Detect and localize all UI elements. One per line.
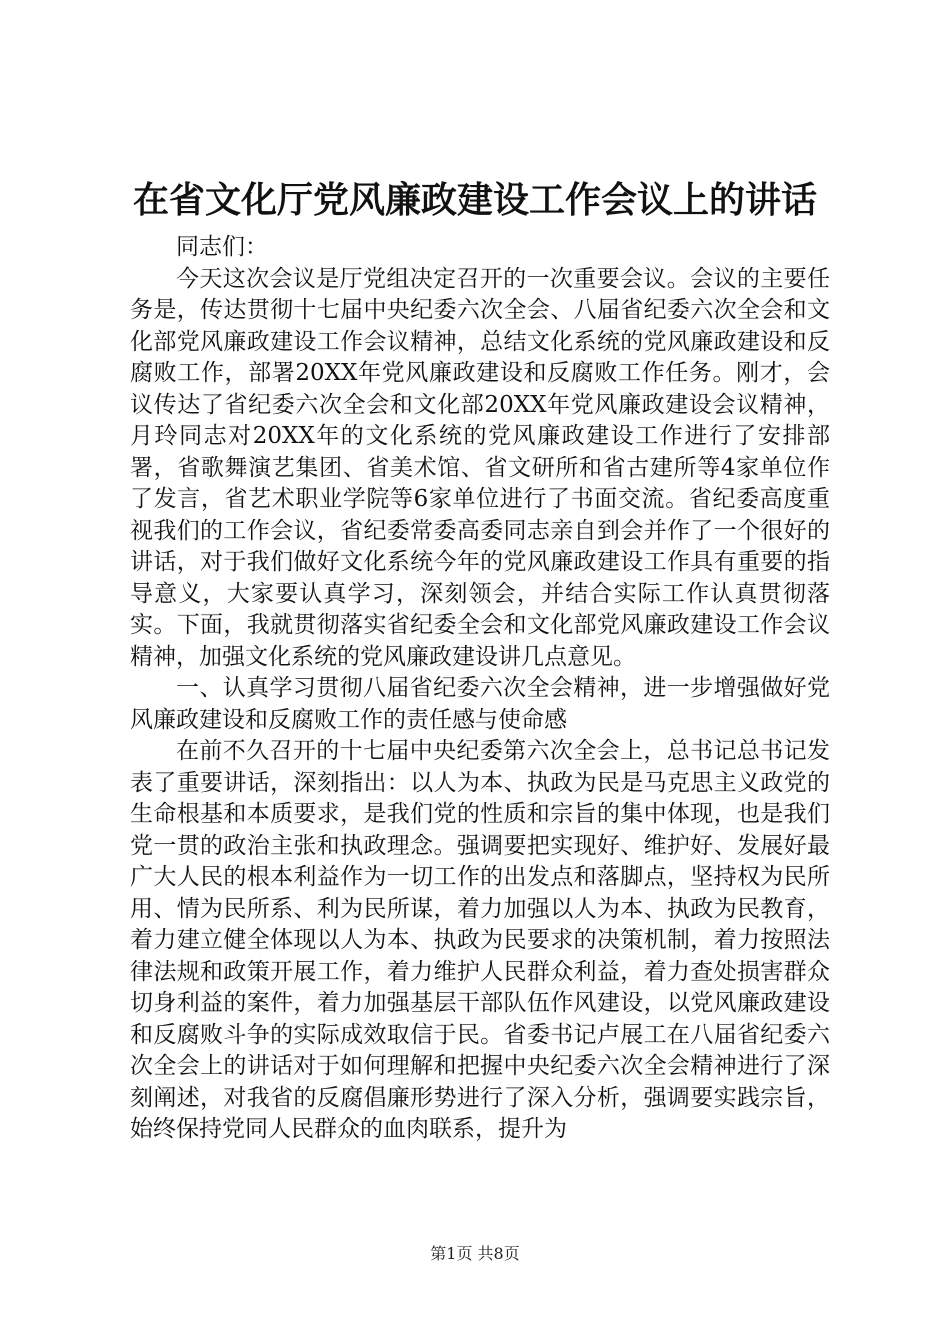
page-number-footer: 第1页 共8页	[430, 1244, 520, 1263]
document-body	[130, 232, 830, 1146]
document-title: 在省文化厅党风廉政建设工作会议上的讲话	[132, 179, 817, 221]
intro-paragraph: 今天这次会议是厅党组决定召开的一次重要会议。会议的主要任务是，传达贯彻十七届中央纪委六次全会、八届省纪委六次全会和文化部党风廉政建设工作会议精神，总结文化系统的党风廉政建设和反腐败工作，部署20XX年党风廉政建设和反腐败工作任务。刚才，会议传达了省纪委六次全会和文化部20XX年党风廉政建设会议精神，月玲同志对20XX年的文化系统的党风廉政建设工作进行了安排部署，省歌舞演艺集团、省美术馆、省文研所和省古建所等4家单位作了发言，省艺术职业学院等6家单位进行了书面交流。省纪委高度重视我们的工作会议，省纪委常委高委同志亲自到会并作了一个很好的讲话，对于我们做好文化系统今年的党风廉政建设工作具有重要的指导意义，大家要认真学习，深刻领会，并结合实际工作认真贯彻落实。下面，我就贯彻落实省纪委全会和文化部党风廉政建设工作会议精神，加强文化系统的党风廉政建设讲几点意见。	[130, 265, 830, 670]
section-heading-paragraph: 一、认真学习贯彻八届省纪委六次全会精神，进一步增强做好党风廉政建设和反腐败工作的责任感与使命感	[130, 675, 830, 733]
body-paragraph: 在前不久召开的十七届中央纪委第六次全会上，总书记总书记发表了重要讲话，深刻指出：以人为本、执政为民是马克思主义政党的生命根基和本质要求，是我们党的性质和宗旨的集中体现，也是我们党一贯的政治主张和执政理念。强调要把实现好、维护好、发展好最广大人民的根本利益作为一切工作的出发点和落脚点，坚持权为民所用、情为民所系、利为民所谋，着力加强以人为本、执政为民教育，着力建立健全体现以人为本、执政为民要求的决策机制，着力按照法律法规和政策开展工作，着力维护人民群众利益，着力查处损害群众切身利益的案件，着力加强基层干部队伍作风建设，以党风廉政建设和反腐败斗争的实际成效取信于民。省委书记卢展工在八届省纪委六次全会上的讲话对于如何理解和把握中央纪委六次全会精神进行了深刻阐述，对我省的反腐倡廉形势进行了深入分析，强调要实践宗旨，始终保持党同人民群众的血肉联系，提升为	[130, 738, 830, 1142]
salutation-paragraph: 同志们：	[176, 234, 268, 260]
